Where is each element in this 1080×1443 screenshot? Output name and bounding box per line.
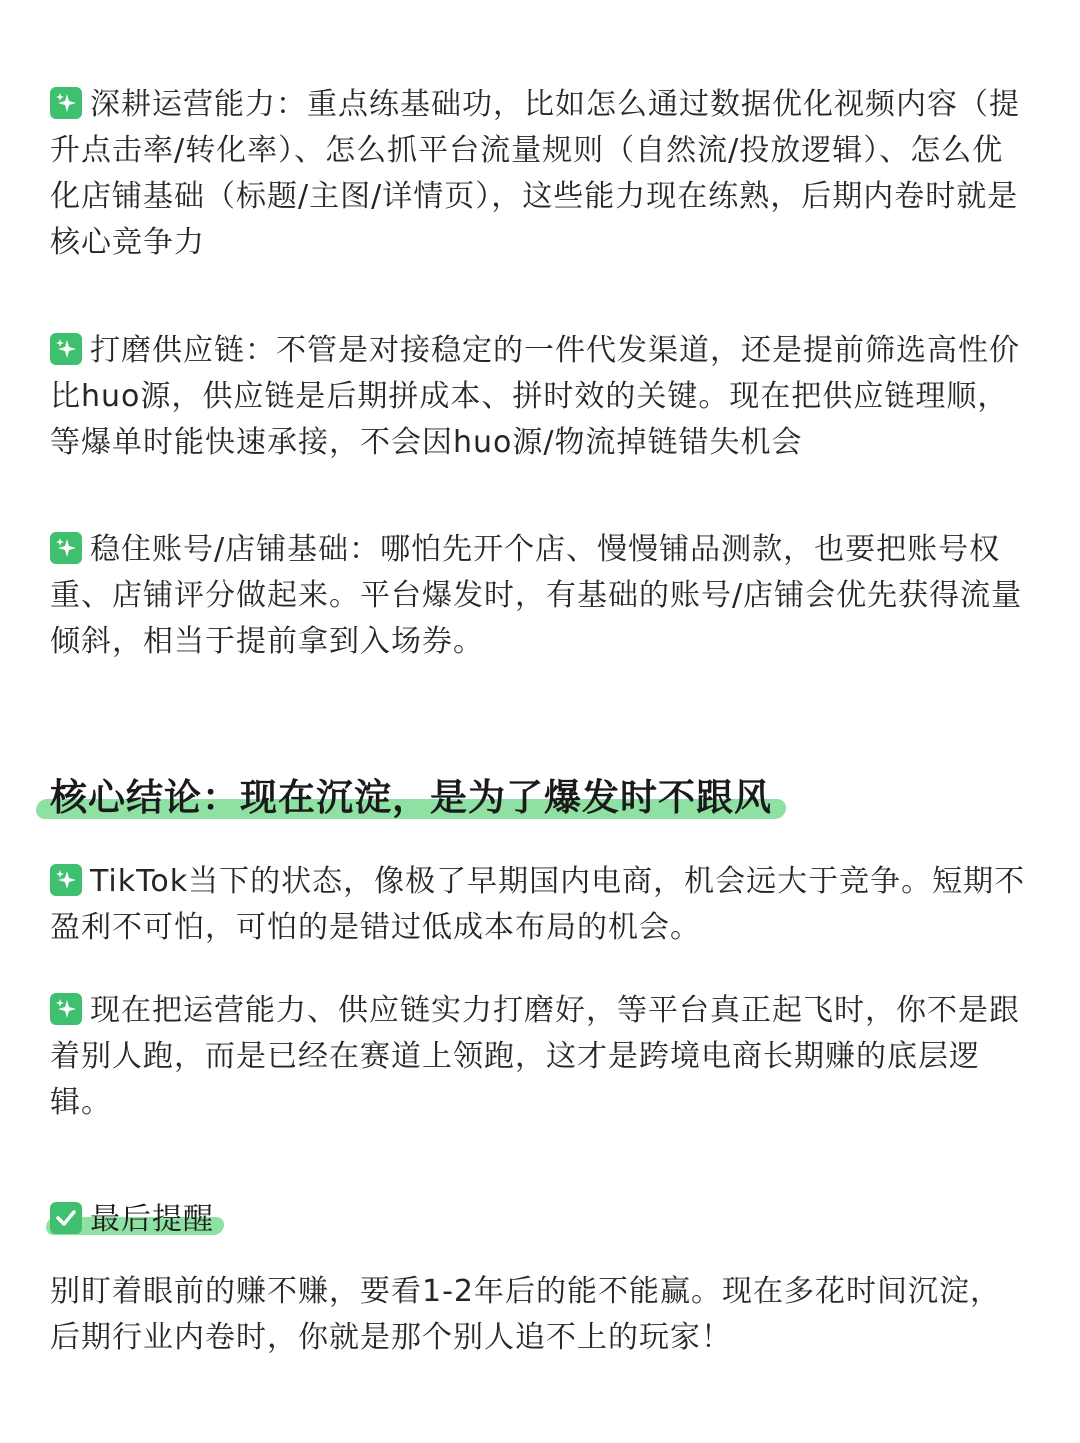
section-heading-reminder xyxy=(50,1197,214,1243)
paragraph-text: 稳住账号/店铺基础：哪怕先开个店、慢慢铺品测款，也要把账号权重、店铺评分做起来。平台爆发时，有基础的账号/店铺会优先获得流量倾斜，相当于提前拿到入场券。 xyxy=(50,532,1023,659)
paragraph-account-base xyxy=(50,527,1030,665)
heading-text: 最后提醒 xyxy=(90,1202,214,1237)
heading-text: 核心结论：现在沉淀，是为了爆发时不跟风 xyxy=(50,776,772,819)
paragraph-text: 现在把运营能力、供应链实力打磨好，等平台真正起飞时，你不是跟着别人跑，而是已经在赛道上领跑，这才是跨境电商长期赚的底层逻辑。 xyxy=(50,993,1020,1120)
section-heading-conclusion xyxy=(50,773,772,823)
paragraph-operations xyxy=(50,82,1030,266)
paragraph-text: 打磨供应链：不管是对接稳定的一件代发渠道，还是提前筛选高性价比huo源，供应链是后期拼成本、拼时效的关键。现在把供应链理顺，等爆单时能快速承接，不会因huo源/物流掉链错失机会 xyxy=(50,333,1020,460)
paragraph-final-reminder xyxy=(50,1269,1030,1361)
sparkles-icon xyxy=(50,993,82,1025)
paragraph-supply-chain xyxy=(50,328,1030,466)
reminder-highlight xyxy=(50,1202,214,1237)
paragraph-text: TikTok当下的状态，像极了早期国内电商，机会远大于竞争。短期不盈利不可怕，可怕的是错过低成本布局的机会。 xyxy=(50,864,1026,945)
sparkles-icon xyxy=(50,87,82,119)
sparkles-icon xyxy=(50,333,82,365)
sparkles-icon xyxy=(50,864,82,896)
paragraph-text: 别盯着眼前的赚不赚，要看1-2年后的能不能赢。现在多花时间沉淀，后期行业内卷时，你就是那个别人追不上的玩家！ xyxy=(50,1274,1001,1355)
paragraph-long-term xyxy=(50,988,1030,1126)
check-mark-icon xyxy=(50,1202,82,1234)
paragraph-tiktok-state xyxy=(50,859,1030,951)
sparkles-icon xyxy=(50,532,82,564)
paragraph-text: 深耕运营能力：重点练基础功，比如怎么通过数据优化视频内容（提升点击率/转化率）、怎么抓平台流量规则（自然流/投放逻辑）、怎么优化店铺基础（标题/主图/详情页），这些能力现在练熟，后期内卷时就是核心竞争力 xyxy=(50,87,1020,260)
